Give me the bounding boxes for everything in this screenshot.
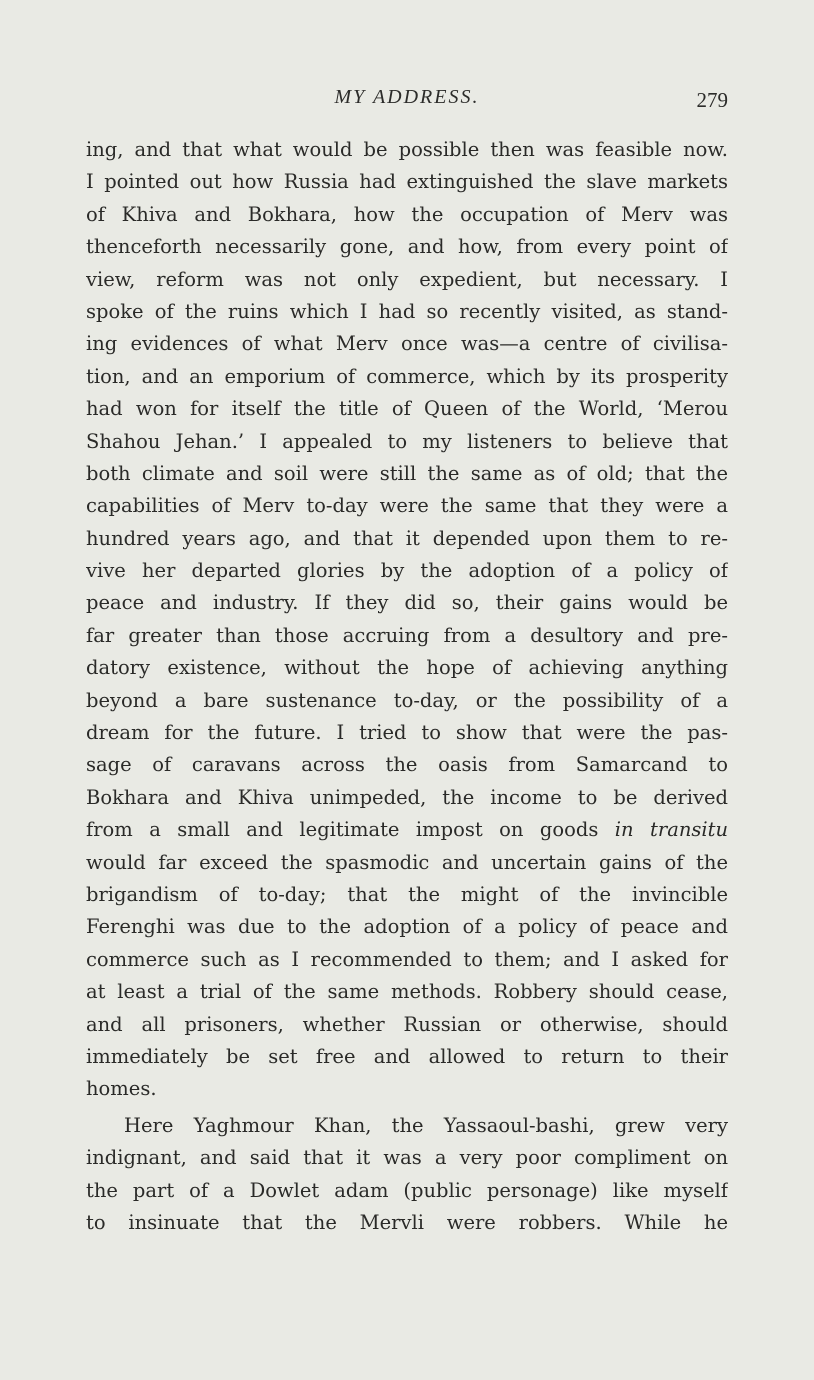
text-line: homes. — [86, 1077, 157, 1101]
text-line: capabilities of Merv to-day were the same that they were a — [86, 494, 728, 518]
text-line: Shahou Jehan.’ I appealed to my listeners to believe that — [86, 429, 728, 453]
text-line: peace and industry. If they did so, their gains would be — [86, 591, 728, 615]
text-line: view, reform was not only expedient, but necessary. I — [86, 267, 728, 291]
text-line: sage of caravans across the oasis from Samarcand to — [86, 753, 728, 777]
text-line: far greater than those accruing from a desultory and pre- — [86, 623, 728, 647]
text-line: I pointed out how Russia had extinguished the slave markets — [86, 170, 728, 194]
running-head: MY ADDRESS. — [334, 86, 480, 108]
text-line: vive her departed glories by the adoption of a policy of — [86, 559, 728, 583]
text-line: datory existence, without the hope of achieving anything — [86, 656, 728, 680]
page-number: 279 — [696, 88, 728, 112]
text-line: hundred years ago, and that it depended upon them to re- — [86, 526, 728, 550]
text-line: ing, and that what would be possible then was feasible now. — [86, 138, 728, 161]
text-line: Ferenghi was due to the adoption of a policy of peace and — [86, 915, 728, 939]
text-line: spoke of the ruins which I had so recently visited, as stand- — [86, 299, 728, 323]
body-text — [86, 134, 728, 1239]
text-line: the part of a Dowlet adam (public personage) like myself — [86, 1178, 728, 1202]
text-line: dream for the future. I tried to show that were the pas- — [86, 721, 728, 745]
text-line: to insinuate that the Mervli were robbers. While he — [86, 1210, 728, 1234]
text-line: commerce such as I recommended to them; and I asked for — [86, 947, 728, 971]
text-line: both climate and soil were still the same as of old; that the — [86, 461, 728, 485]
text-line-with-italic — [86, 814, 728, 846]
text-line: beyond a bare sustenance to-day, or the possibility of a — [86, 688, 728, 712]
text-segment: from a small and legitimate impost on goods — [86, 818, 599, 842]
text-line: had won for itself the title of Queen of the World, ‘Merou — [86, 397, 728, 421]
text-line: would far exceed the spasmodic and uncertain gains of the — [86, 850, 728, 874]
text-line: Bokhara and Khiva unimpeded, the income to be derived — [86, 785, 728, 809]
text-line: immediately be set free and allowed to return to their — [86, 1044, 728, 1068]
text-line: ing evidences of what Merv once was—a centre of civilisa- — [86, 332, 728, 356]
italic-phrase: in transitu — [614, 818, 728, 842]
text-line: tion, and an emporium of commerce, which by its prosperity — [86, 364, 728, 388]
paragraph-2 — [86, 1110, 728, 1240]
text-line: Here Yaghmour Khan, the Yassaoul-bashi, grew very — [124, 1113, 728, 1137]
text-line: at least a trial of the same methods. Robbery should cease, — [86, 980, 728, 1004]
text-line: of Khiva and Bokhara, how the occupation of Merv was — [86, 202, 728, 226]
text-line: indignant, and said that it was a very poor compliment on — [86, 1146, 728, 1170]
paragraph-1 — [86, 134, 728, 1106]
text-line: thenceforth necessarily gone, and how, from every point of — [86, 235, 728, 259]
text-line: brigandism of to-day; that the might of the invincible — [86, 882, 728, 906]
page-header — [86, 86, 728, 122]
text-line: and all prisoners, whether Russian or otherwise, should — [86, 1012, 728, 1036]
